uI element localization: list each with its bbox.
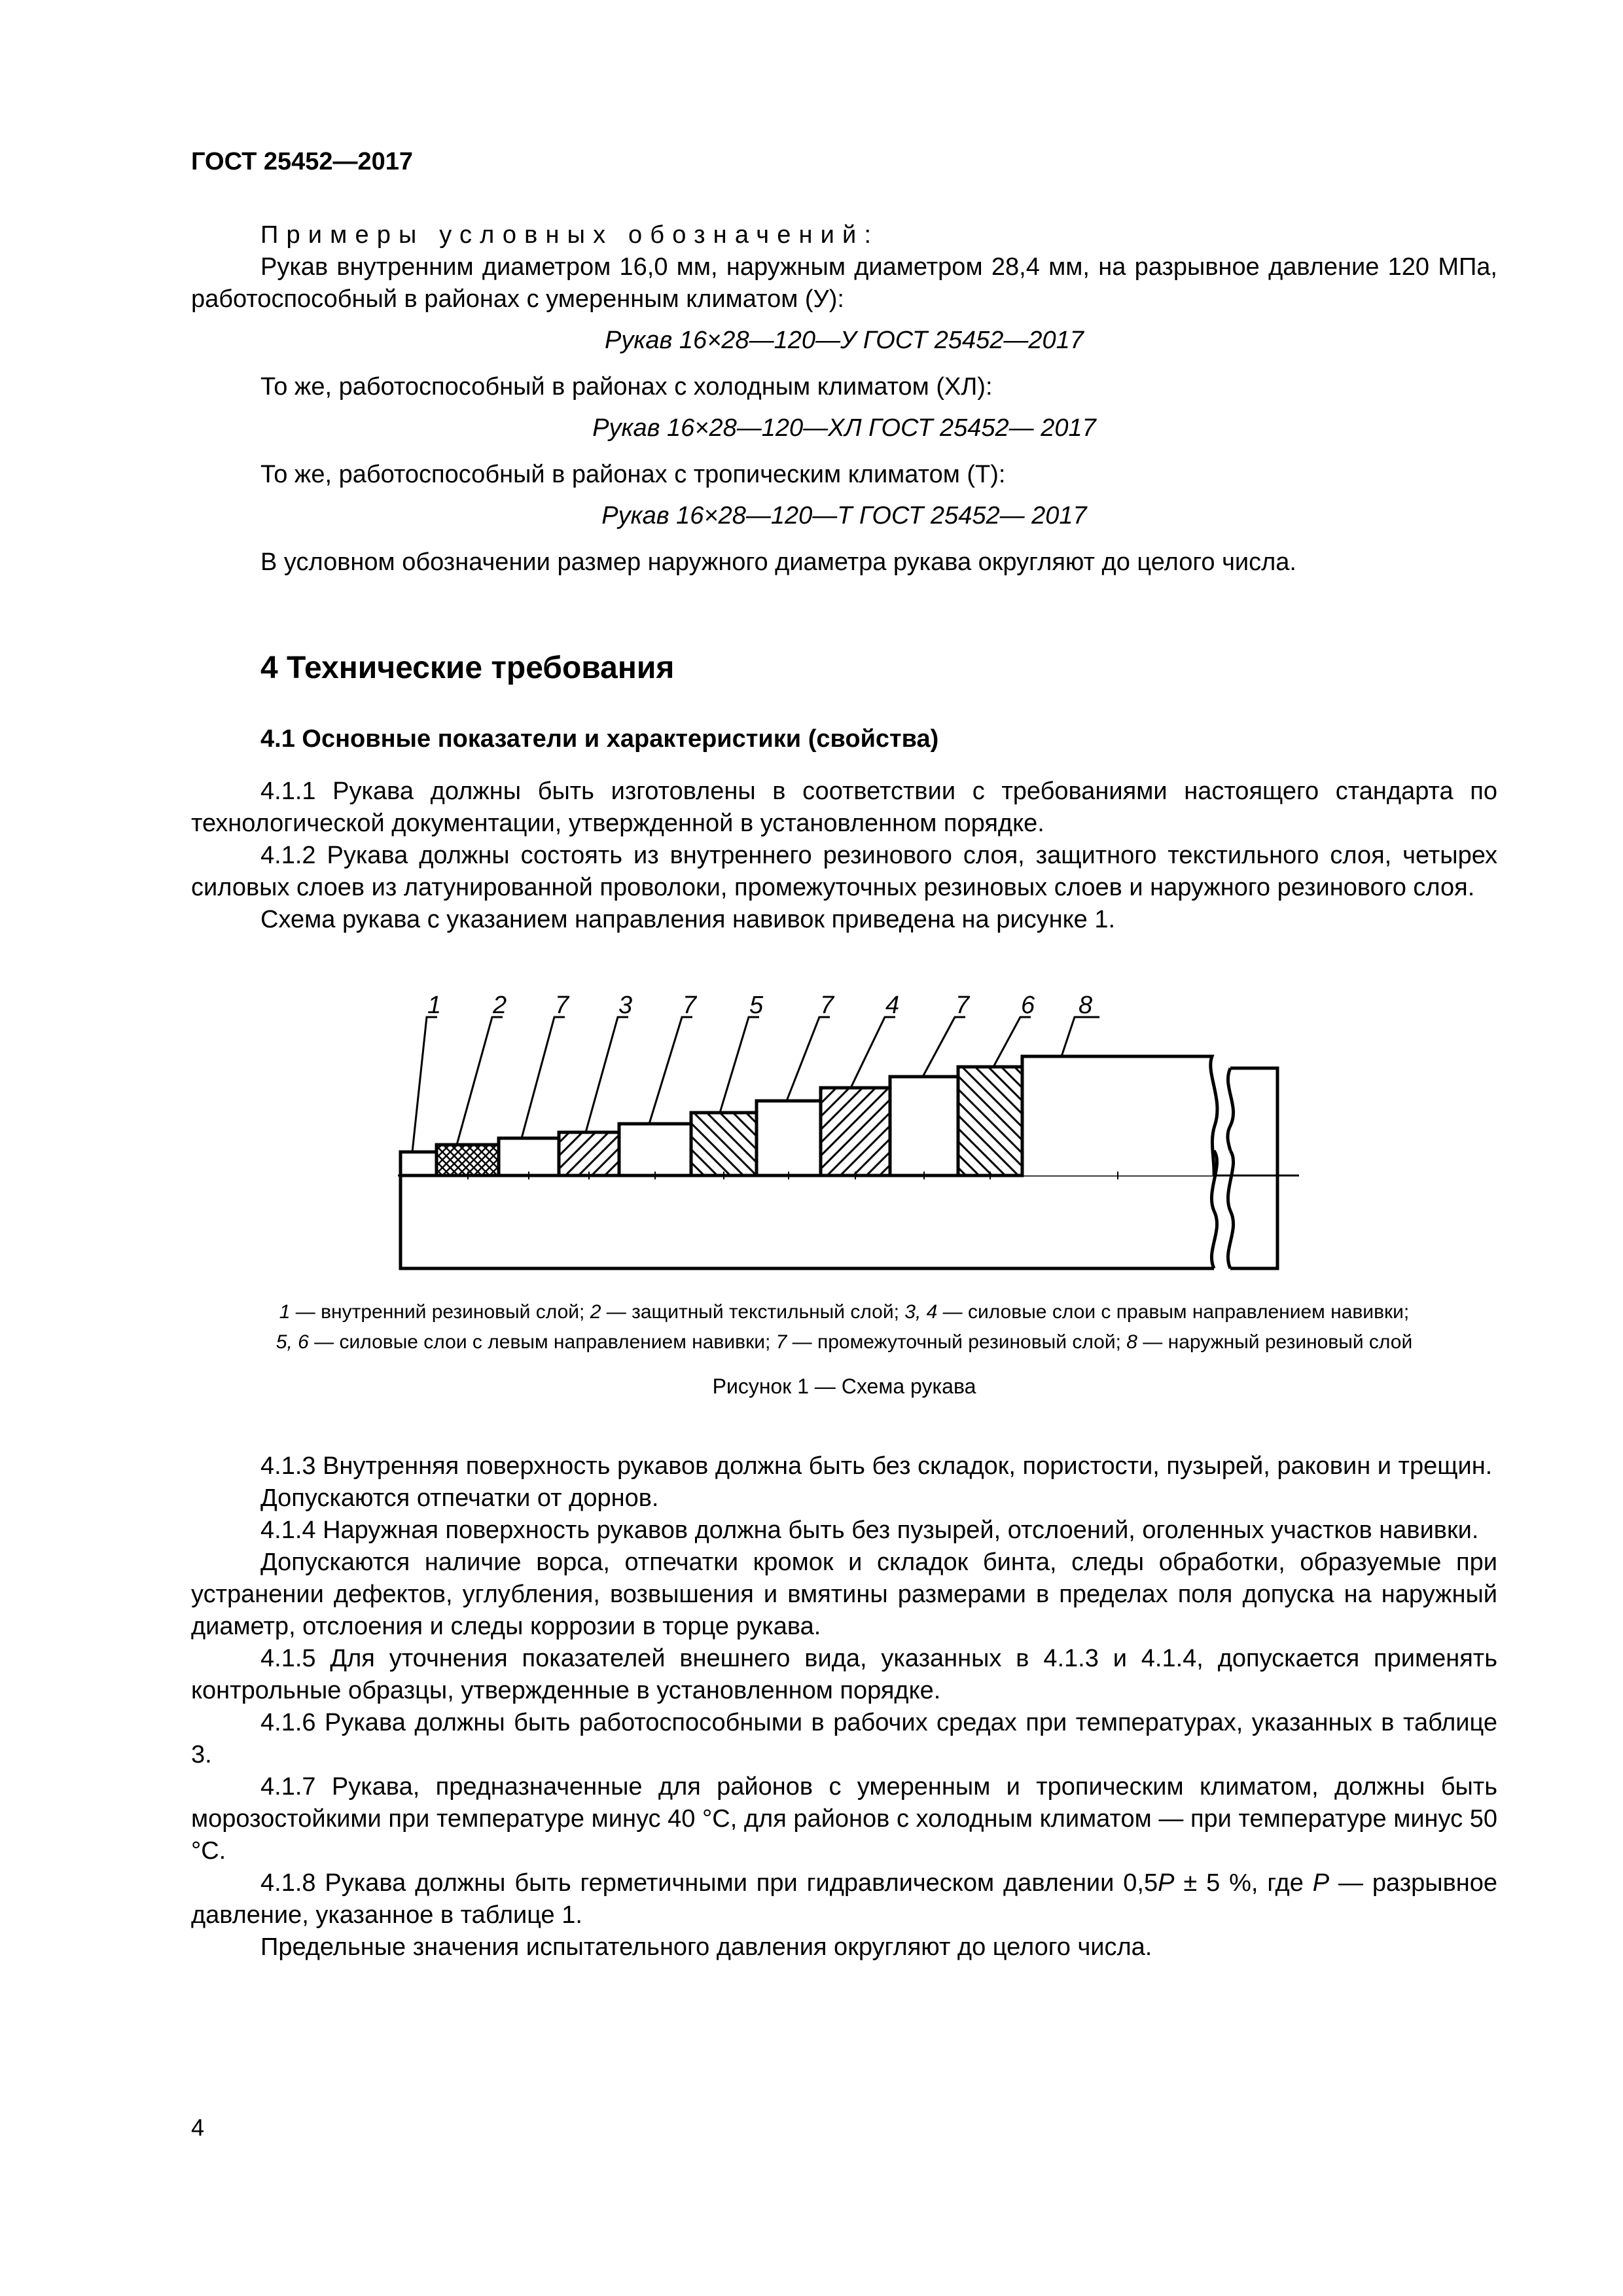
- figure-label: 4: [885, 995, 900, 1019]
- paragraph-4-1-6: 4.1.6 Рукава должны быть работоспособными в рабочих средах при температурах, указанных в таблице 3.: [191, 1709, 1497, 1768]
- paragraph-4-1-8-note: Предельные значения испытательного давления округляют до целого числа.: [260, 1933, 1152, 1961]
- layer-7-intermediate-d: [890, 1077, 958, 1175]
- legend-num: 7: [776, 1331, 787, 1353]
- legend-num: 2: [590, 1301, 601, 1323]
- paragraph-4-1-4: 4.1.4 Наружная поверхность рукавов должна быть без пузырей, отслоений, оголенных участков навивки.: [260, 1516, 1479, 1544]
- break-line-right-top: [1228, 1068, 1234, 1151]
- legend-num: 3, 4: [904, 1301, 938, 1323]
- legend-text: — силовые слои с левым направлением навивки;: [308, 1331, 776, 1353]
- legend-text: — наружный резиновый слой: [1137, 1331, 1413, 1353]
- example3-formula: Рукав 16×28—120—Т ГОСТ 25452— 2017: [601, 502, 1087, 529]
- layer-5-wire-left: [691, 1113, 757, 1175]
- legend-num: 1: [279, 1301, 291, 1323]
- section-4-1-text: [191, 776, 1497, 936]
- page-number: 4: [191, 2114, 205, 2141]
- figure-label: 7: [955, 995, 970, 1019]
- figure-label: 2: [493, 995, 507, 1019]
- figure-label: 7: [555, 995, 569, 1019]
- legend-line-1: [191, 1297, 1497, 1327]
- legend-text: — силовые слои с правым направлением навивки;: [937, 1301, 1410, 1323]
- hose-schema-svg: [380, 995, 1322, 1276]
- paragraph-4-1-4-note: Допускаются наличие ворса, отпечатки кромок и складок бинта, следы обработки, образуемые при устранении дефектов, углубления, возвышения и вмятины размерами в пределах поля допуска на наружный диаметр, отслоения и следы коррозии в торце рукава.: [191, 1549, 1497, 1640]
- paragraph-4-1-8: [191, 1867, 1497, 1931]
- paragraph-4-1-3-note: Допускаются отпечатки от дорнов.: [260, 1484, 659, 1512]
- section-4-1-continued: [191, 1450, 1497, 1964]
- hose-diagram: [380, 995, 1322, 1276]
- break-line-right: [1228, 1151, 1233, 1268]
- legend-num: 8: [1126, 1331, 1137, 1353]
- layer-labels: [427, 995, 1092, 1019]
- legend-text: — внутренний резиновый слой;: [290, 1301, 590, 1323]
- legend-text: — защитный текстильный слой;: [601, 1301, 905, 1323]
- example2-text: То же, работоспособный в районах с холодным климатом (ХЛ):: [260, 373, 993, 401]
- examples-title: Примеры условных обозначений:: [260, 221, 880, 249]
- paragraph-4-1-5: 4.1.5 Для уточнения показателей внешнего вида, указанных в 4.1.3 и 4.1.4, допускается применять контрольные образцы, утвержденные в установленном порядке.: [191, 1645, 1497, 1704]
- figure-label: 6: [1021, 995, 1035, 1019]
- legend-text: — промежуточный резиновый слой;: [787, 1331, 1127, 1353]
- p418-part-c: — разрывное давление, указанное в таблице 1.: [191, 1869, 1498, 1929]
- example1-formula: Рукав 16×28—120—У ГОСТ 25452—2017: [605, 327, 1084, 354]
- layer-4-wire-right: [821, 1088, 890, 1175]
- figure-label: 3: [618, 995, 633, 1019]
- figure-label: 7: [683, 995, 697, 1019]
- example2-formula: Рукав 16×28—120—ХЛ ГОСТ 25452— 2017: [592, 414, 1096, 442]
- p418-part-b: ± 5 %, где: [1174, 1869, 1313, 1897]
- layer-2-textile: [437, 1145, 499, 1175]
- layer-7-intermediate-a: [499, 1138, 559, 1175]
- paragraph-schema-ref: Схема рукава с указанием направления навивок приведена на рисунке 1.: [260, 906, 1116, 933]
- figure-label: 5: [749, 995, 764, 1019]
- layer-3-wire-right: [559, 1132, 619, 1175]
- figure-label: 1: [427, 995, 442, 1019]
- legend-num: 5, 6: [276, 1331, 309, 1353]
- layer-7-intermediate-b: [619, 1124, 691, 1175]
- hose-body-outline: [401, 1175, 1214, 1268]
- example1-text: Рукав внутренним диаметром 16,0 мм, наружным диаметром 28,4 мм, на разрывное давление 120 МПа, работоспособный в районах с умеренным климатом (У):: [191, 253, 1497, 313]
- layer-6-wire-left: [958, 1067, 1022, 1175]
- rounding-note: В условном обозначении размер наружного диаметра рукава округляют до целого числа.: [260, 548, 1296, 576]
- document-header: ГОСТ 25452—2017: [191, 148, 414, 175]
- examples-block: [191, 219, 1497, 579]
- section-heading: 4 Технические требования: [260, 651, 675, 685]
- layer-7-intermediate-c: [757, 1101, 821, 1175]
- paragraph-4-1-1: 4.1.1 Рукава должны быть изготовлены в соответствии с требованиями настоящего стандарта по технологической документации, утвержденной в установленном порядке.: [191, 778, 1497, 837]
- paragraph-4-1-2: 4.1.2 Рукава должны состоять из внутреннего резинового слоя, защитного текстильного слоя, четырех силовых слоев из латунированной проволоки, промежуточных резиновых слоев и наружного резинового слоя.: [191, 842, 1497, 901]
- p418-symbol-p: P: [1312, 1869, 1330, 1897]
- layer-1-inner-rubber: [401, 1152, 437, 1175]
- subsection-heading: 4.1 Основные показатели и характеристики (свойства): [260, 725, 939, 753]
- example3-text: То же, работоспособный в районах с тропическим климатом (Т):: [260, 461, 1006, 488]
- hose-end-outline: [1230, 1068, 1277, 1268]
- figure-legend: [191, 1297, 1497, 1357]
- p418-symbol-p: P: [1158, 1869, 1175, 1897]
- figure-caption: Рисунок 1 — Схема рукава: [712, 1374, 976, 1398]
- layer-8-outer-rubber: [1022, 1056, 1217, 1175]
- paragraph-4-1-3: 4.1.3 Внутренняя поверхность рукавов должна быть без складок, пористости, пузырей, раковин и трещин.: [260, 1452, 1493, 1480]
- legend-line-2: [191, 1327, 1497, 1357]
- figure-label: 7: [820, 995, 834, 1019]
- paragraph-4-1-7: 4.1.7 Рукава, предназначенные для районов с умеренным и тропическим климатом, должны быть морозостойкими при температуре минус 40 °С, для районов с холодным климатом — при температуре минус 50 °С.: [191, 1773, 1497, 1865]
- p418-part-a: 4.1.8 Рукава должны быть герметичными при гидравлическом давлении 0,5: [260, 1869, 1158, 1897]
- figure-label: 8: [1079, 995, 1093, 1019]
